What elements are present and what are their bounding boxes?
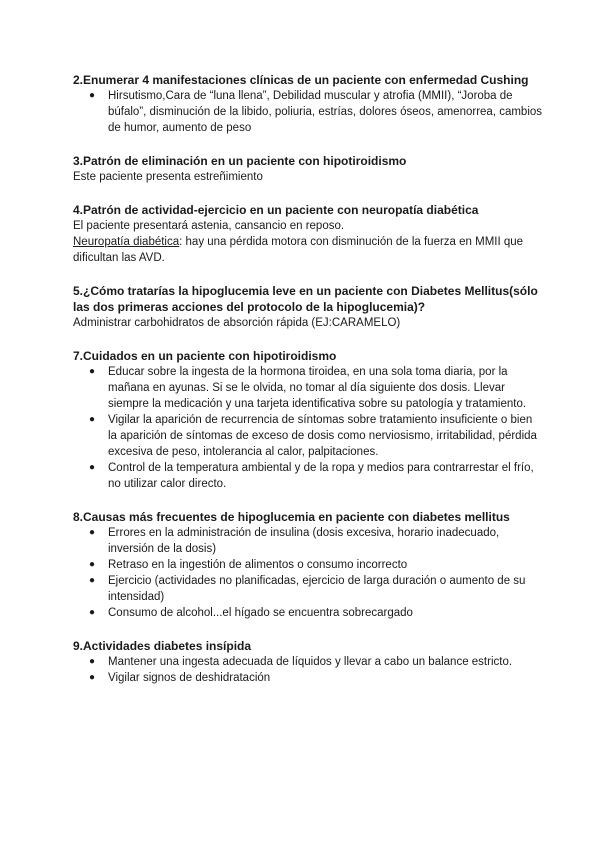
section-causas-hipoglucemia <box>73 509 543 621</box>
section-heading: 7.Cuidados en un paciente con hipotiroidismo <box>73 349 337 363</box>
document-body <box>73 72 543 703</box>
section-cuidados-hipotiroidismo <box>73 348 543 492</box>
bullet-icon: ● <box>89 559 96 570</box>
list-item-text: Control de la temperatura ambiental y de la ropa y medios para contrarrestar el frío, no utilizar calor directo. <box>108 462 534 490</box>
list-item <box>89 605 543 621</box>
section-actividad <box>73 202 543 266</box>
list-item-text: Hirsutismo,Cara de “luna llena”, Debilidad muscular y atrofia (MMII), “Joroba de búfalo”, disminución de la libido, poliuria, estrías, dolores óseos, amenorrea, cambios de humor, aumento de peso <box>108 90 543 134</box>
bullet-icon: ● <box>89 366 96 377</box>
list-item-text: Consumo de alcohol...el hígado se encuentra sobrecargado <box>108 607 413 619</box>
list-item-text: Educar sobre la ingesta de la hormona tiroidea, en una sola toma diaria, por la mañana en ayunas. Si se le olvida, no tomar al día siguiente dos dosis. Llevar siempre la medicación y una tarjeta identificativa sobre su patología y tratamiento. <box>108 366 527 410</box>
underlined-term: Neuropatía diabética <box>73 236 180 248</box>
section-diabetes-insipida <box>73 638 543 686</box>
list-item <box>89 654 543 670</box>
list-item <box>89 573 543 605</box>
list-item <box>89 364 543 412</box>
section-text: El paciente presentará astenia, cansancio en reposo. <box>73 220 345 232</box>
section-heading: 8.Causas más frecuentes de hipoglucemia en paciente con diabetes mellitus <box>73 510 510 524</box>
bullet-list <box>73 364 543 492</box>
list-item-text: Vigilar signos de deshidratación <box>108 672 271 684</box>
list-item-text: Ejercicio (actividades no planificadas, ejercicio de larga duración o aumento de su intensidad) <box>108 575 526 603</box>
list-item <box>89 525 543 557</box>
term-text: : hay una pérdida motora con disminución de la fuerza en MMII que dificultan las AVD. <box>73 236 524 264</box>
bullet-icon: ● <box>89 656 96 667</box>
bullet-list <box>73 654 543 686</box>
list-item <box>89 557 543 573</box>
term-definition <box>73 234 543 266</box>
list-item <box>89 670 543 686</box>
list-item-text: Retraso en la ingestión de alimentos o consumo incorrecto <box>108 559 408 571</box>
list-item-text: Mantener una ingesta adecuada de líquidos y llevar a cabo un balance estricto. <box>108 656 513 668</box>
section-text: Este paciente presenta estreñimiento <box>73 171 263 183</box>
list-item <box>89 412 543 460</box>
section-eliminacion <box>73 153 543 185</box>
list-item <box>89 460 543 492</box>
section-heading: 5.¿Cómo tratarías la hipoglucemia leve en un paciente con Diabetes Mellitus(sólo las dos primeras acciones del protocolo de la hipoglucemia)? <box>73 284 538 314</box>
section-hipoglucemia-leve <box>73 283 543 331</box>
bullet-list <box>73 525 543 621</box>
section-heading: 3.Patrón de eliminación en un paciente con hipotiroidismo <box>73 154 407 168</box>
bullet-icon: ● <box>89 672 96 683</box>
bullet-icon: ● <box>89 90 96 101</box>
section-heading: 2.Enumerar 4 manifestaciones clínicas de un paciente con enfermedad Cushing <box>73 73 529 87</box>
section-cushing <box>73 72 543 136</box>
bullet-icon: ● <box>89 607 96 618</box>
section-text: Administrar carbohidratos de absorción rápida (EJ:CARAMELO) <box>73 317 401 329</box>
list-item <box>89 88 543 136</box>
bullet-icon: ● <box>89 414 96 425</box>
bullet-list <box>73 88 543 136</box>
bullet-icon: ● <box>89 527 96 538</box>
bullet-icon: ● <box>89 575 96 586</box>
section-heading: 9.Actividades diabetes insípida <box>73 639 252 653</box>
list-item-text: Errores en la administración de insulina (dosis excesiva, horario inadecuado, inversión de la dosis) <box>108 527 500 555</box>
section-heading: 4.Patrón de actividad-ejercicio en un paciente con neuropatía diabética <box>73 203 479 217</box>
bullet-icon: ● <box>89 462 96 473</box>
list-item-text: Vigilar la aparición de recurrencia de síntomas sobre tratamiento insuficiente o bien la aparición de síntomas de exceso de dosis como nerviosismo, irritabilidad, pérdida excesiva de peso, intolerancia al calor, palpitaciones. <box>108 414 537 458</box>
